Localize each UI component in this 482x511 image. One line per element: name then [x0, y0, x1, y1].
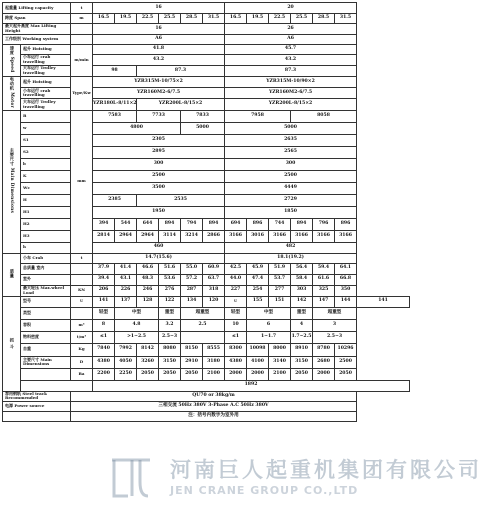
value-cell: 2.5~3	[159, 331, 181, 343]
value-cell: 2050	[291, 368, 313, 380]
value-cell: 318	[203, 285, 225, 296]
value-cell: 2.5	[181, 319, 225, 331]
value-cell: 128	[137, 296, 159, 307]
spec-row	[3, 263, 410, 274]
spec-row	[3, 218, 410, 230]
spec-row	[3, 368, 410, 380]
row-unit	[71, 274, 93, 285]
value-cell: YZR160M2-6/7.5	[93, 88, 225, 99]
spec-row	[3, 380, 410, 391]
value-cell: 16	[93, 24, 225, 35]
specification-table	[2, 2, 410, 422]
value-cell: 151	[269, 296, 291, 307]
row-label: 大车运行 Trolley travelling	[21, 99, 71, 110]
row-label: S1	[21, 134, 71, 146]
spec-row	[3, 319, 410, 331]
row-label: 荐用钢轨 Steel track Recommended	[3, 391, 71, 401]
spec-row	[3, 3, 410, 14]
value-cell: 8150	[181, 343, 203, 356]
value-cell: 28.5	[181, 14, 203, 24]
value-cell: 61.6	[313, 274, 335, 285]
value-cell: 46.6	[137, 263, 159, 274]
value-cell: 重型	[291, 307, 313, 319]
spec-row	[3, 99, 410, 110]
value-cell: 2250	[115, 368, 137, 380]
value-cell: 896	[335, 218, 357, 230]
row-label: K	[21, 170, 71, 182]
value-cell: 2100	[269, 368, 291, 380]
value-cell: 轻型	[225, 307, 247, 319]
spec-row	[3, 343, 410, 356]
value-cell: 3166	[313, 230, 335, 242]
value-cell: 3.2	[159, 319, 181, 331]
value-cell: 325	[313, 285, 335, 296]
value-cell: 44.0	[225, 274, 247, 285]
value-cell: 5000	[225, 122, 357, 134]
value-cell: 1850	[225, 206, 357, 218]
value-cell: 41.4	[115, 263, 137, 274]
value-cell: 3114	[159, 230, 181, 242]
value-cell: 8080	[159, 343, 181, 356]
value-cell: 2565	[225, 146, 357, 158]
value-cell: 8555	[203, 343, 225, 356]
value-cell: YZR200L-8/15×2	[137, 99, 225, 110]
company-logo-icon	[108, 452, 154, 504]
value-cell: 3166	[225, 230, 247, 242]
value-cell: 8910	[291, 343, 313, 356]
value-cell: 5000	[181, 122, 225, 134]
row-label: 类型	[21, 307, 71, 319]
value-cell: 896	[247, 218, 269, 230]
value-cell: 14.7(15.6)	[93, 253, 225, 263]
value-cell: 8058	[291, 110, 357, 122]
value-cell: 31.5	[203, 14, 225, 24]
value-cell: 8000	[269, 343, 291, 356]
row-label: 总质量 室内	[21, 263, 71, 274]
value-cell: 8	[93, 319, 115, 331]
value-cell: 4380	[93, 356, 115, 368]
row-label: 容积	[21, 319, 71, 331]
value-cell: 43.1	[115, 274, 137, 285]
value-cell: 141	[357, 296, 410, 307]
value-cell: 277	[269, 285, 291, 296]
value-cell: 16	[93, 3, 225, 14]
value-cell: YZR180L-8/11×2	[93, 99, 137, 110]
spec-row	[3, 411, 410, 421]
row-label: S2	[21, 146, 71, 158]
row-label: 小车运行 crab travelling	[21, 88, 71, 99]
value-cell: ≤1	[225, 331, 247, 343]
spec-row	[3, 391, 410, 401]
value-cell: 4100	[247, 356, 269, 368]
row-label: H3	[21, 230, 71, 242]
row-label: w	[21, 122, 71, 134]
value-cell: 87.3	[137, 66, 225, 77]
value-cell: 3180	[203, 356, 225, 368]
value-cell: 41.8	[93, 45, 225, 55]
value-cell: 303	[291, 285, 313, 296]
value-cell: 3150	[159, 356, 181, 368]
row-label	[21, 380, 93, 391]
value-cell: 43.2	[225, 55, 357, 66]
value-cell: 147	[313, 296, 335, 307]
value-cell: 2385	[93, 194, 137, 206]
spec-row	[3, 35, 410, 45]
value-cell: 2895	[93, 146, 225, 158]
value-cell: 2500	[335, 356, 357, 368]
value-cell: 254	[247, 285, 269, 296]
value-cell: 796	[313, 218, 335, 230]
value-cell: 7833	[181, 110, 225, 122]
value-cell: 10098	[247, 343, 269, 356]
spec-row	[3, 14, 410, 24]
value-cell: 63.7	[203, 274, 225, 285]
value-cell: 45.7	[225, 45, 357, 55]
spec-row	[3, 285, 410, 296]
value-cell: 2000	[247, 368, 269, 380]
section-label: 电动机 Motor	[3, 77, 21, 111]
spec-row	[3, 307, 410, 319]
value-cell: 8142	[137, 343, 159, 356]
row-unit: D	[71, 356, 93, 368]
row-unit: t	[71, 3, 93, 14]
row-label: 跨度 Span	[3, 14, 71, 24]
value-cell: 544	[115, 218, 137, 230]
value-cell: 中型	[115, 307, 159, 319]
spec-row	[3, 253, 410, 263]
row-label	[3, 411, 71, 421]
value-cell: 644	[137, 218, 159, 230]
row-value: 注：括号内数字为室外用	[71, 411, 357, 421]
spec-row	[3, 182, 410, 194]
row-unit: Ba	[71, 368, 93, 380]
row-unit: t/m³	[71, 331, 93, 343]
value-cell: 8300	[225, 343, 247, 356]
spec-row	[3, 146, 410, 158]
spec-row	[3, 66, 410, 77]
value-cell: 31.5	[335, 14, 357, 24]
value-cell: 42.5	[225, 263, 247, 274]
value-cell: 300	[225, 158, 357, 170]
value-cell: 53.7	[269, 274, 291, 285]
value-cell: 57.2	[181, 274, 203, 285]
spec-row	[3, 296, 410, 307]
row-unit	[71, 307, 93, 319]
value-cell: 45.9	[247, 263, 269, 274]
value-cell: 64.1	[335, 263, 357, 274]
value-cell: 3214	[181, 230, 203, 242]
value-cell: 66.8	[335, 274, 357, 285]
value-cell: >1~2.5	[115, 331, 159, 343]
value-cell: U	[225, 296, 247, 307]
row-label: H	[21, 194, 71, 206]
value-cell: 394	[93, 218, 115, 230]
value-cell: 16.5	[93, 14, 115, 24]
value-cell: 2535	[137, 194, 225, 206]
spec-row	[3, 206, 410, 218]
value-cell: 276	[159, 285, 181, 296]
row-unit: m/min	[71, 45, 93, 77]
row-label: 工作级别 Working system	[3, 35, 71, 45]
row-label: 最大起升高度 Max Lifting Height	[3, 24, 71, 35]
spec-row	[3, 331, 410, 343]
value-cell: 2050	[335, 368, 357, 380]
value-cell: YZR200L-8/15×2	[225, 99, 357, 110]
section-label: 速度 Speed	[3, 45, 21, 77]
value-cell: 287	[181, 285, 203, 296]
row-label: 自重	[21, 343, 71, 356]
row-label: H2	[21, 218, 71, 230]
row-unit: mm	[71, 110, 93, 253]
row-label: 最大轮压 Max.wheel Load	[21, 285, 71, 296]
value-cell: 3260	[137, 356, 159, 368]
value-cell: 43.2	[93, 55, 225, 66]
value-cell: 2100	[203, 368, 225, 380]
row-unit: Type/Kw	[71, 77, 93, 111]
row-value: QU70 or 38kg/m	[71, 391, 357, 401]
watermark-company-name-en: JEN CRANE GROUP CO.,LTD	[170, 484, 359, 497]
value-cell: 137	[115, 296, 137, 307]
value-cell: 98	[93, 66, 137, 77]
value-cell: 2000	[225, 368, 247, 380]
value-cell: 226	[115, 285, 137, 296]
value-cell: 134	[181, 296, 203, 307]
value-cell: 3	[313, 319, 357, 331]
value-cell: 3166	[291, 230, 313, 242]
value-cell: 19.5	[115, 14, 137, 24]
value-cell: 894	[203, 218, 225, 230]
value-cell: 超重型	[313, 307, 357, 319]
value-cell: 37.9	[93, 263, 115, 274]
spec-row	[3, 77, 410, 88]
spec-row	[3, 45, 410, 55]
spec-row	[3, 24, 410, 35]
row-label: b	[21, 158, 71, 170]
spec-row	[3, 274, 410, 285]
value-cell: 694	[225, 218, 247, 230]
section-label: 主要尺寸 Main Dimensions	[3, 110, 21, 253]
spec-row	[3, 122, 410, 134]
spec-row	[3, 55, 410, 66]
value-cell: 2000	[313, 368, 335, 380]
value-cell: 3150	[291, 356, 313, 368]
spec-row	[3, 242, 410, 253]
row-label: Wc	[21, 182, 71, 194]
value-cell: 4380	[225, 356, 247, 368]
value-cell: 2500	[93, 170, 225, 182]
value-cell: 3166	[269, 230, 291, 242]
value-cell: 227	[225, 285, 247, 296]
value-cell: 56.4	[291, 263, 313, 274]
row-label: 大车运行 Trolley travelling	[21, 66, 71, 77]
value-cell: 55.0	[181, 263, 203, 274]
value-cell: 2729	[225, 194, 357, 206]
value-cell: 47.4	[247, 274, 269, 285]
value-cell: 4	[291, 319, 313, 331]
value-cell: 141	[93, 296, 115, 307]
value-cell: 1~1.7	[247, 331, 291, 343]
value-cell: 2635	[225, 134, 357, 146]
value-cell: 794	[181, 218, 203, 230]
value-cell: 2050	[159, 368, 181, 380]
row-unit: Kg	[71, 343, 93, 356]
row-label: 物料密度	[21, 331, 71, 343]
value-cell: 51.9	[269, 263, 291, 274]
value-cell: YZR160M2-6/7.5	[225, 88, 357, 99]
value-cell: 25.5	[291, 14, 313, 24]
value-cell: 28.5	[313, 14, 335, 24]
spec-row	[3, 356, 410, 368]
value-cell: 2866	[203, 230, 225, 242]
row-unit	[71, 35, 93, 45]
value-cell: 20	[225, 3, 357, 14]
value-cell: 894	[159, 218, 181, 230]
value-cell: 744	[269, 218, 291, 230]
row-unit	[71, 263, 93, 274]
row-label: 电源 Power source	[3, 401, 71, 411]
value-cell: 59.4	[313, 263, 335, 274]
row-unit: KN	[71, 285, 93, 296]
value-cell: 7992	[115, 343, 137, 356]
value-cell: 3016	[247, 230, 269, 242]
value-cell: 894	[291, 218, 313, 230]
value-cell: 39.4	[93, 274, 115, 285]
value-cell: 120	[203, 296, 225, 307]
spec-row	[3, 134, 410, 146]
value-cell: 轻型	[93, 307, 115, 319]
value-cell: 22.5	[137, 14, 159, 24]
value-cell: 超重型	[181, 307, 225, 319]
value-cell: 58.4	[291, 274, 313, 285]
value-cell: 6	[247, 319, 291, 331]
value-cell: 60.9	[203, 263, 225, 274]
value-cell: 26	[225, 24, 357, 35]
value-cell: 7840	[93, 343, 115, 356]
row-label: H1	[21, 206, 71, 218]
value-cell: 10296	[335, 343, 357, 356]
row-label: h	[21, 242, 71, 253]
value-cell: YZR315M-10/75×2	[93, 77, 225, 88]
value-cell: 2500	[225, 170, 357, 182]
value-cell: 7733	[137, 110, 181, 122]
value-cell: 2050	[181, 368, 203, 380]
value-cell: 246	[137, 285, 159, 296]
value-cell: 重型	[159, 307, 181, 319]
value-cell: 206	[93, 285, 115, 296]
value-cell: 2200	[93, 368, 115, 380]
watermark-company-name-cn: 河南巨人起重机集团有限公司	[170, 458, 482, 482]
spec-row	[3, 170, 410, 182]
value-cell: 87.3	[225, 66, 357, 77]
value-cell: 22.5	[269, 14, 291, 24]
row-label	[21, 368, 71, 380]
watermark	[108, 448, 482, 508]
value-cell: 1.7~2.5	[291, 331, 313, 343]
section-label: 抓 斗	[3, 296, 21, 391]
value-cell: 3500	[93, 182, 225, 194]
row-label: 主要尺寸 Main Dimensions	[21, 356, 71, 368]
spec-row	[3, 401, 410, 411]
spec-row	[3, 194, 410, 206]
value-cell: 482	[225, 242, 357, 253]
row-value: 三相交流 50Hz 380V 3-Phase A.C 50Hz 380V	[71, 401, 357, 411]
value-cell: 18.1(19.2)	[225, 253, 357, 263]
row-value: 1892	[93, 380, 410, 391]
row-label: 起升 Hoisting	[21, 77, 71, 88]
value-cell: 7583	[93, 110, 137, 122]
value-cell: 7958	[225, 110, 291, 122]
row-label: B	[21, 110, 71, 122]
value-cell: 10	[225, 319, 247, 331]
value-cell: 4800	[93, 122, 181, 134]
spec-row	[3, 230, 410, 242]
value-cell: 51.6	[159, 263, 181, 274]
value-cell: 19.5	[247, 14, 269, 24]
spec-row	[3, 88, 410, 99]
section-label: 质量	[3, 253, 21, 296]
value-cell: 53.6	[159, 274, 181, 285]
value-cell: 1950	[93, 206, 225, 218]
value-cell: 2964	[115, 230, 137, 242]
value-cell: ≤1	[93, 331, 115, 343]
value-cell: 3140	[269, 356, 291, 368]
value-cell: 3166	[335, 230, 357, 242]
value-cell: 2.5~3	[313, 331, 357, 343]
value-cell: 中型	[247, 307, 291, 319]
row-label: 起重量 Lifting capacity	[3, 3, 71, 14]
value-cell: 4.8	[115, 319, 159, 331]
value-cell: 2910	[181, 356, 203, 368]
value-cell: 4050	[115, 356, 137, 368]
value-cell: 25.5	[159, 14, 181, 24]
value-cell: 48.3	[137, 274, 159, 285]
value-cell: A6	[93, 35, 225, 45]
row-unit: m³	[71, 319, 93, 331]
row-unit	[71, 24, 93, 35]
value-cell: 16.5	[225, 14, 247, 24]
value-cell: 2680	[313, 356, 335, 368]
value-cell: 142	[291, 296, 313, 307]
value-cell: 300	[93, 158, 225, 170]
value-cell: U	[71, 296, 93, 307]
row-label: 小车运行 crab travelling	[21, 55, 71, 66]
value-cell: A6	[225, 35, 357, 45]
value-cell	[181, 331, 225, 343]
value-cell: 460	[93, 242, 225, 253]
value-cell: 2964	[137, 230, 159, 242]
row-label: 室外	[21, 274, 71, 285]
value-cell: 122	[159, 296, 181, 307]
row-unit: m	[71, 14, 93, 24]
value-cell: 2305	[93, 134, 225, 146]
row-unit: t	[71, 253, 93, 263]
value-cell: 350	[335, 285, 357, 296]
value-cell: 8780	[313, 343, 335, 356]
row-label: 小车 Crab	[21, 253, 71, 263]
spec-row	[3, 158, 410, 170]
value-cell: 144	[335, 296, 357, 307]
value-cell: 2814	[93, 230, 115, 242]
value-cell: 2050	[137, 368, 159, 380]
spec-row	[3, 110, 410, 122]
value-cell: 4449	[225, 182, 357, 194]
value-cell: 155	[247, 296, 269, 307]
row-label: 起升 Hoisting	[21, 45, 71, 55]
value-cell: YZR315M-10/90×2	[225, 77, 357, 88]
row-label: 型号	[21, 296, 71, 307]
